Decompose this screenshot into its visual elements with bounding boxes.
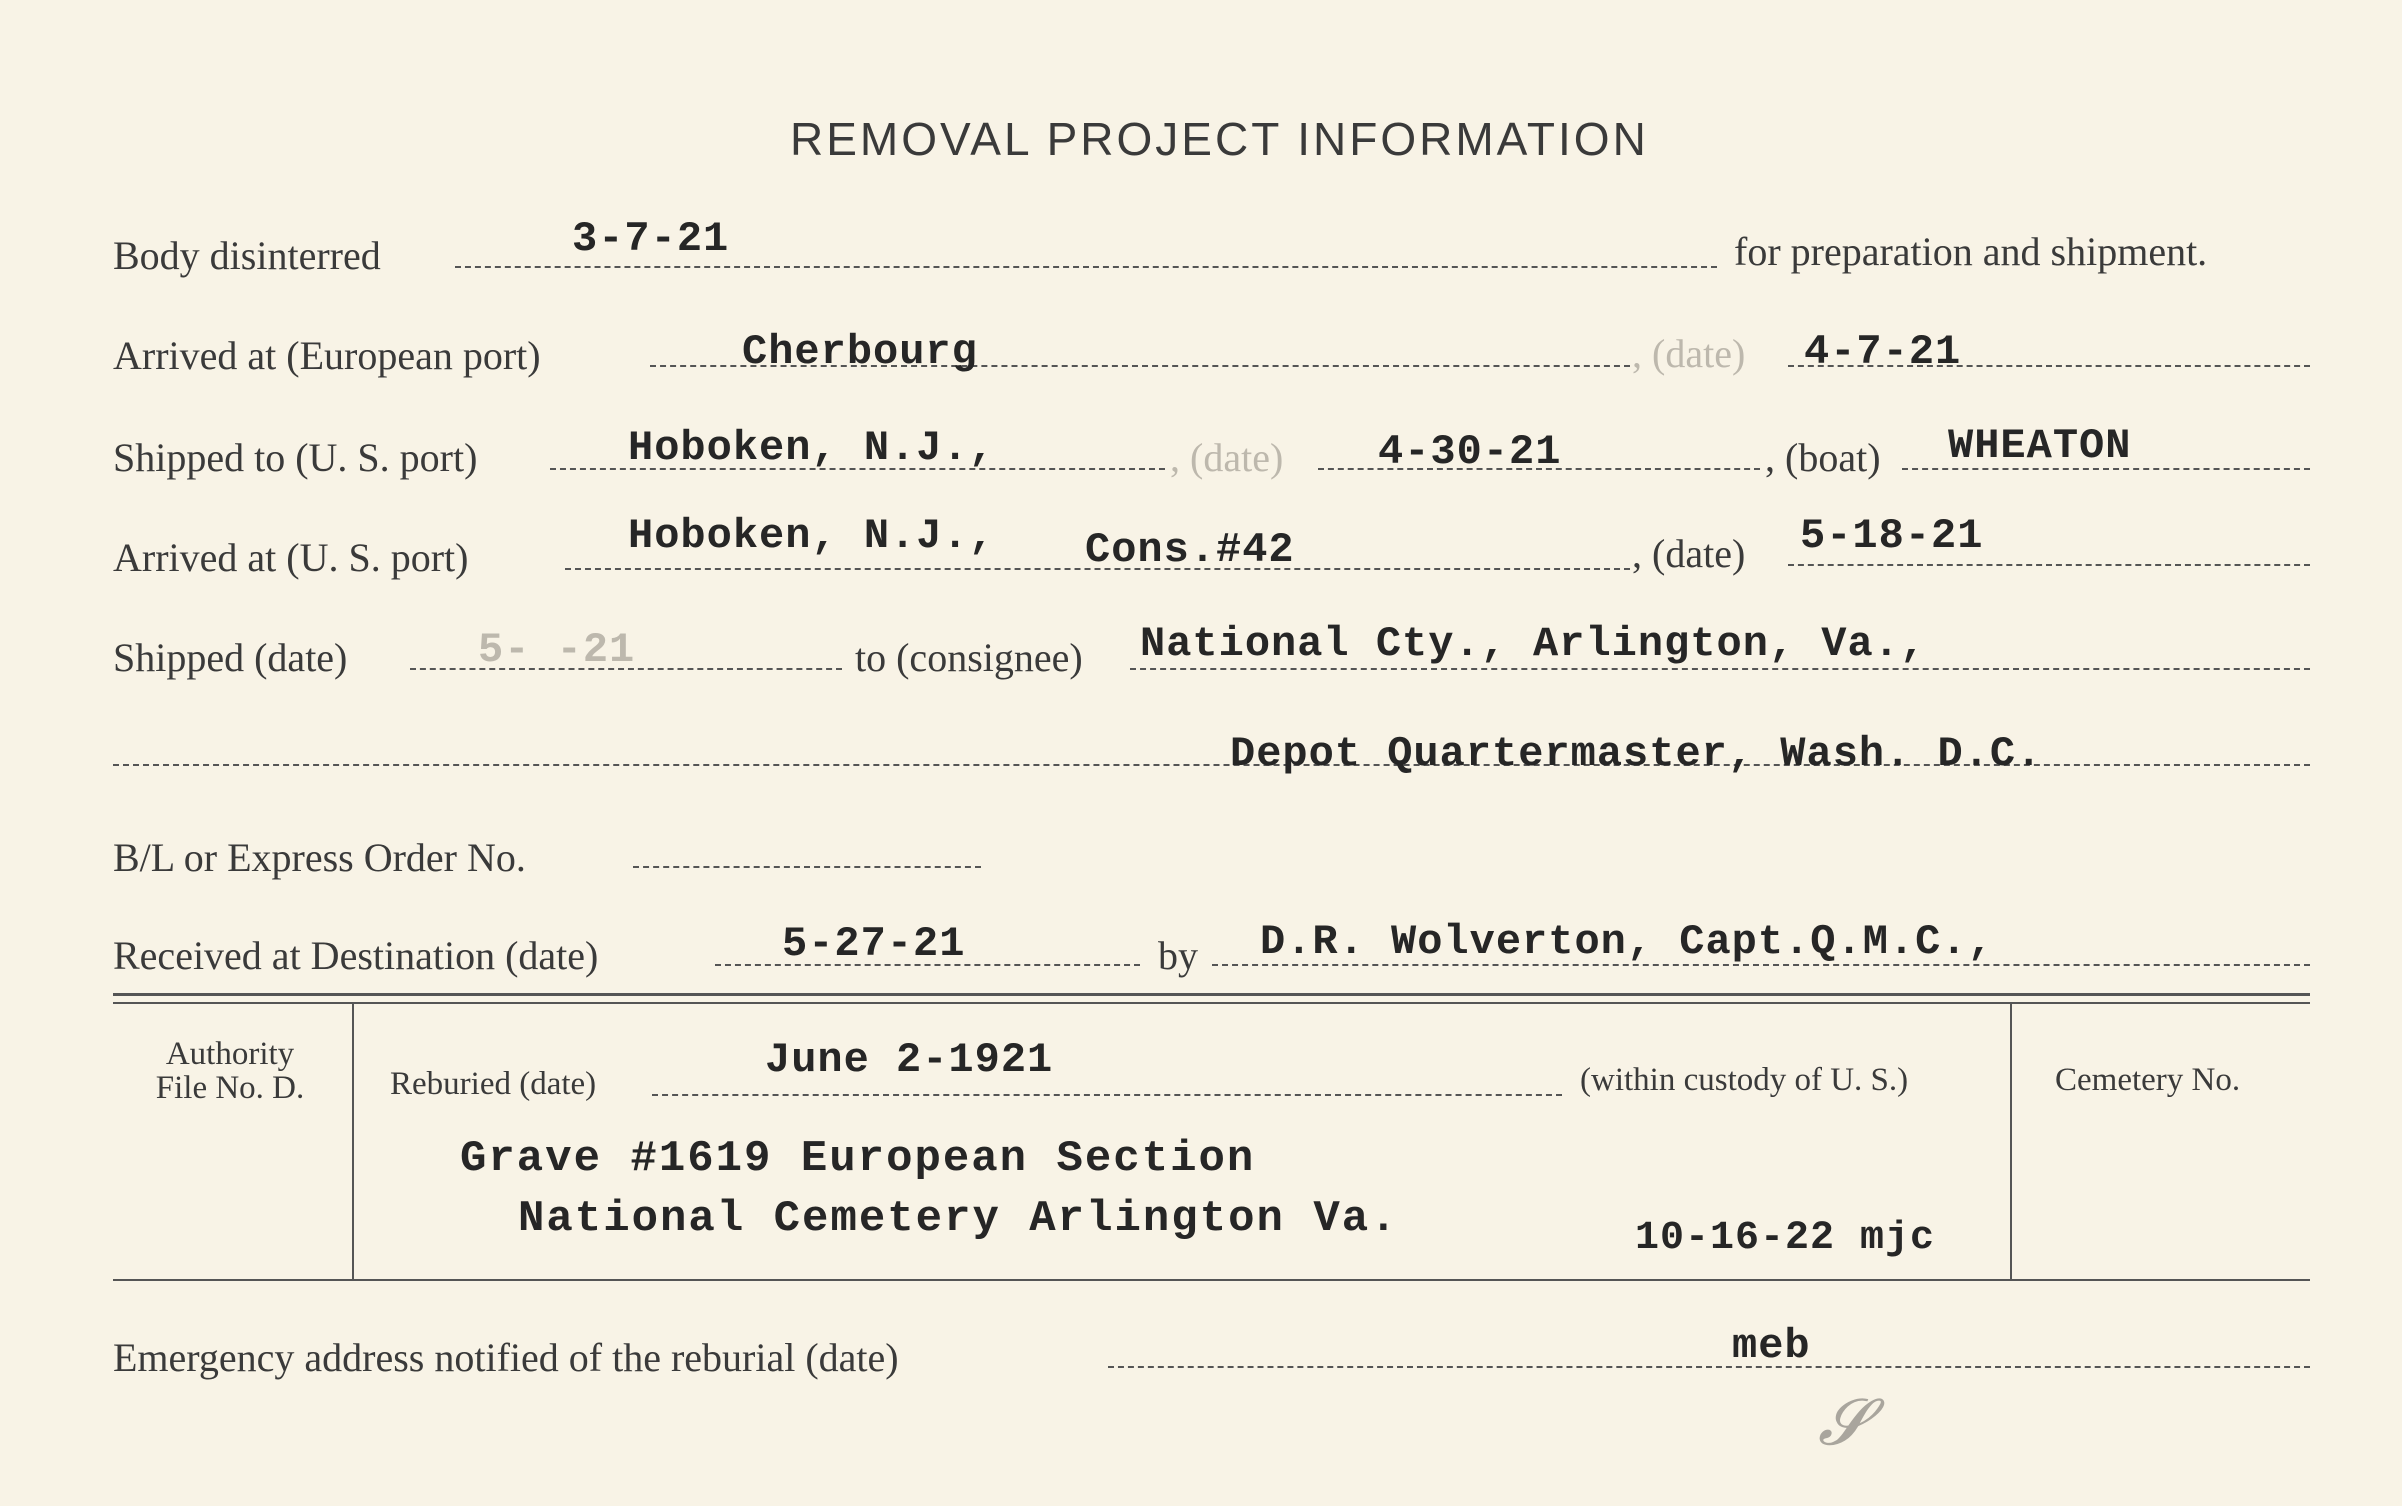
arrived-european-label: Arrived at (European port): [113, 333, 541, 378]
cemetery-label: Cemetery No.: [2055, 1062, 2241, 1098]
shipped-us-date-value: 4-30-21: [1378, 428, 1562, 476]
arrived-us-date-value: 5-18-21: [1800, 512, 1984, 560]
authority-label-1: Authority: [165, 1036, 295, 1072]
box-divider-left: [352, 1004, 354, 1279]
grave-line-1: Grave #1619 European Section: [460, 1134, 1256, 1184]
grave-line-2: National Cemetery Arlington Va.: [518, 1194, 1399, 1244]
received-by-value: D.R. Wolverton, Capt.Q.M.C.,: [1260, 918, 1994, 966]
received-label: Received at Destination (date): [113, 933, 599, 978]
bl-order-line: [633, 866, 981, 868]
body-disinterred-value: 3-7-21: [572, 215, 730, 263]
reburied-label: Reburied (date): [390, 1066, 597, 1102]
consignee-value: National Cty., Arlington, Va.,: [1140, 620, 1927, 668]
consignee-label: to (consignee): [855, 635, 1083, 680]
shipped-us-boat-label: , (boat): [1765, 435, 1881, 480]
shipped-us-boat-value: WHEATON: [1948, 422, 2132, 470]
body-disinterred-suffix: for preparation and shipment.: [1734, 229, 2208, 274]
box-bottom-rule: [113, 1279, 2310, 1281]
body-disinterred-label: Body disinterred: [113, 233, 381, 278]
arrived-european-value: Cherbourg: [742, 328, 978, 376]
body-disinterred-line: [455, 266, 1717, 268]
stamp: 10-16-22 mjc: [1635, 1216, 1936, 1261]
consignee-value-2: Depot Quartermaster, Wash. D.C.: [1230, 730, 2043, 778]
reburied-value: June 2-1921: [765, 1036, 1054, 1084]
arrived-european-date-value: 4-7-21: [1804, 328, 1962, 376]
pencil-initials-mark: 𝓢: [1818, 1386, 1868, 1460]
shipped-date-value: 5- -21: [478, 626, 636, 674]
card-title: REMOVAL PROJECT INFORMATION: [790, 113, 1649, 165]
box-top-rule-2: [113, 1002, 2310, 1004]
received-value: 5-27-21: [782, 920, 966, 968]
emergency-line: [1108, 1366, 2310, 1368]
received-by-label: by: [1158, 933, 1198, 978]
shipped-date-label: Shipped (date): [113, 635, 348, 680]
shipped-us-date-label: , (date): [1170, 435, 1284, 480]
arrived-us-value: Hoboken, N.J.,: [628, 512, 995, 560]
shipped-us-value: Hoboken, N.J.,: [628, 424, 995, 472]
emergency-value: meb: [1732, 1322, 1811, 1370]
arrived-us-date-line: [1788, 564, 2310, 566]
box-divider-right: [2010, 1004, 2012, 1279]
emergency-label: Emergency address notified of the reburial (date): [113, 1335, 899, 1380]
arrived-us-label: Arrived at (U. S. port): [113, 535, 469, 580]
box-top-rule-1: [113, 993, 2310, 996]
arrived-us-cons: Cons.#42: [1085, 526, 1295, 574]
arrived-european-date-label: , (date): [1632, 331, 1746, 376]
reburied-line: [652, 1094, 1562, 1096]
custody-label: (within custody of U. S.): [1580, 1062, 1909, 1098]
consignee-line: [1130, 668, 2310, 670]
bl-order-label: B/L or Express Order No.: [113, 835, 526, 880]
arrived-us-date-label: , (date): [1632, 531, 1746, 576]
shipped-us-label: Shipped to (U. S. port): [113, 435, 478, 480]
authority-label-2: File No. D.: [155, 1070, 305, 1106]
